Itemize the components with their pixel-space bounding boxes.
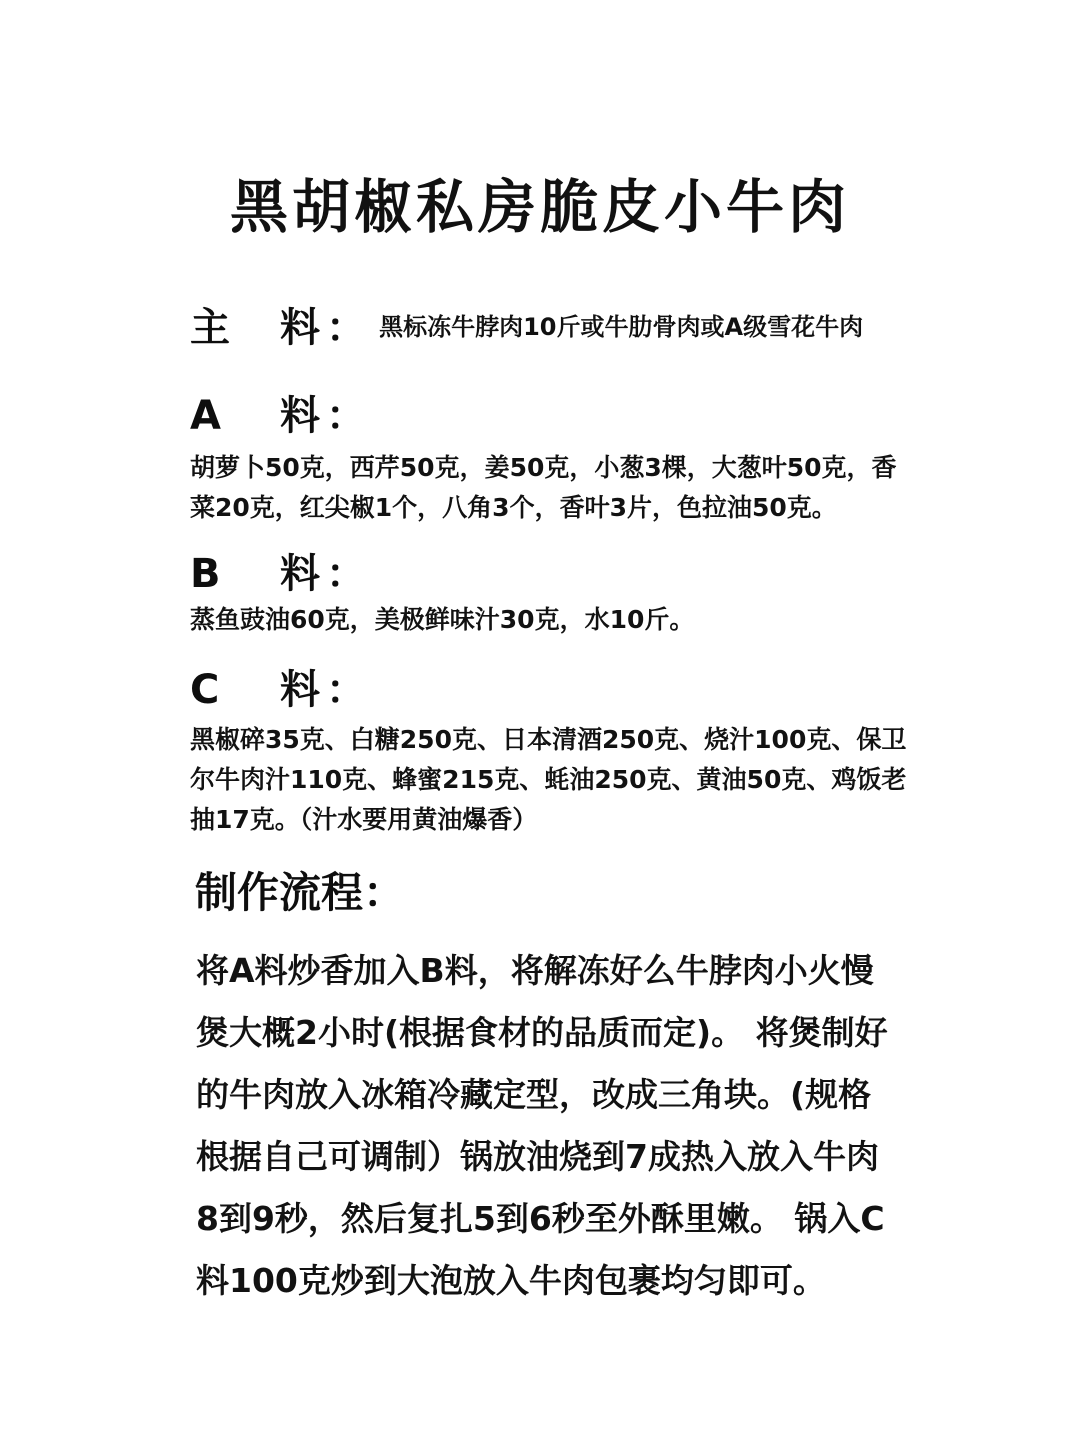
b-label-colon: ： [326, 551, 366, 597]
a-ingredients-text: 胡萝卜50克，西芹50克，姜50克，小葱3棵，大葱叶50克，香菜20克，红尖椒1个，八角3个，香叶3片，色拉油50克。 [190, 453, 897, 522]
c-label-colon: ： [326, 667, 366, 713]
c-ingredients-label [190, 658, 366, 715]
b-ingredients-heading [190, 542, 930, 599]
b-ingredients-text: 蒸鱼豉油60克，美极鲜味汁30克，水10斤。 [190, 605, 695, 634]
c-label-char2: 料 [280, 667, 320, 713]
b-ingredients-label [190, 542, 366, 599]
a-label-char1: A [190, 393, 221, 439]
recipe-title: 黑胡椒私房脆皮小牛肉 [229, 173, 850, 241]
main-ingredients-row [190, 296, 930, 353]
a-label-char2: 料 [280, 393, 320, 439]
main-label-char2: 料 [280, 305, 320, 351]
process-text: 将A料炒香加入B料，将解冻好么牛脖肉小火慢煲大概2小时(根据食材的品质而定)。 将煲制好的牛肉放入冰箱冷藏定型，改成三角块。(规格根据自己可调制）锅放油烧到7成热入放入牛肉8到9秒，然后复扎5到6秒至外酥里嫩。 锅入C料100克炒到大泡放入牛肉包裹均匀即可。 [196, 951, 888, 1300]
c-ingredients-text: 黑椒碎35克、白糖250克、日本清酒250克、烧汁100克、保卫尔牛肉汁110克、蜂蜜215克、蚝油250克、黄油50克、鸡饭老抽17克。（汁水要用黄油爆香） [190, 725, 907, 834]
process-heading: 制作流程： [195, 868, 406, 917]
a-ingredients-label [190, 384, 366, 441]
c-label-char1: C [190, 667, 220, 713]
main-ingredients-text: 黑标冻牛脖肉10斤或牛肋骨肉或A级雪花牛肉 [379, 313, 864, 341]
main-label-char1: 主 [190, 305, 230, 351]
c-ingredients-heading [190, 658, 930, 715]
main-label-colon: ： [326, 305, 366, 351]
main-ingredients-label [190, 296, 366, 353]
b-label-char1: B [190, 551, 221, 597]
a-label-colon: ： [326, 393, 366, 439]
a-ingredients-heading [190, 384, 930, 441]
b-label-char2: 料 [280, 551, 320, 597]
